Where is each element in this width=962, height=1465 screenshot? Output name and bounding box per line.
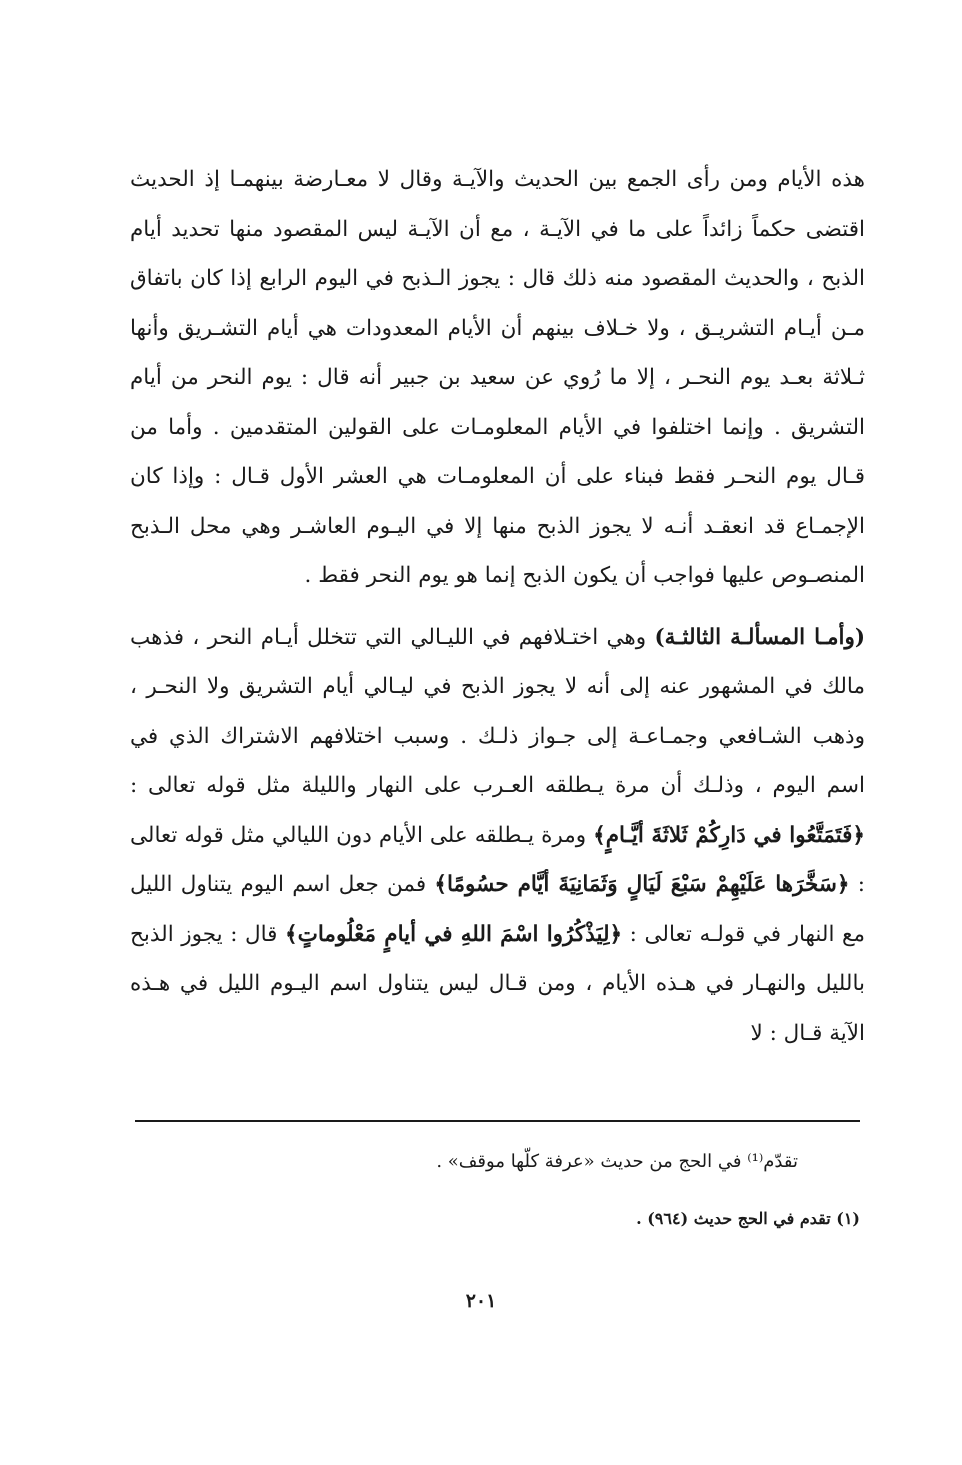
footnote-text-line: تقدّم⁽¹⁾ في الحج من حديث «عرفة كلّها موقف» . — [436, 1151, 798, 1172]
paragraph-1: هذه الأيام ومن رأى الجمع بين الحديث والآيـة وقال لا معـارضة بينهمـا إذ الحديث اقتضى حكماً زائداً على ما في الآيـة ، مع أن الآيـة ليس المقصود منها تحديد أيام الذبح ، والحديث المقصود منه ذلك قال : يجوز الـذبح في اليوم الرابع إذا كان باتفاق مـن أيـام التشريـق ، ولا خـلاف بينهم أن الأيام المعدودات هي أيام التشـريق وأنها ثـلاثة بعـد يوم النحـر ، إلا ما رُوي عن سعيد بن جبير أنه قال : يوم النحر من أيام التشريق . وإنما اختلفوا في الأيام المعلومـات على القولين المتقدمين . وأما من قـال يوم النحـر فقط فبناء على أن المعلومـات هي العشر الأول قـال : وإذا كان الإجمـاع قد انعقـد أنـه لا يجوز الذبح منها إلا في اليـوم العاشـر وهي محل الـذبح المنصـوص عليها فواجب أن يكون الذبح إنما هو يوم النحر فقط . — [130, 167, 865, 588]
quran-verse-3: ﴿لِيَذْكُرُوا اسْمَ اللهِ في أيامٍ مَعْلُوماتٍ﴾ — [285, 921, 623, 947]
paragraph-2-text-d: قال : يجوز الذبح بالليل والنهـار في هـذه الأيام ، ومن قـال ليس يتناول اسم اليـوم الليل في هـذه الآية قـال : لا — [130, 921, 865, 1046]
quran-verse-2: ﴿سَخَّرَها عَلَيْهِمْ سَبْعَ لَيَالٍ وَثَمَانِيَةَ أيَّام حسُومًا﴾ — [434, 872, 850, 897]
paragraph-2-text-a: وهي اختـلافهم في الليـالي التي تتخلل أيـام النحر ، فذهب مالك في المشهور عنه إلى أنه لا يجوز الذبح في ليـالي أيام التشريق ولا النحـر ، وذهب الشـافعي وجمـاعـة إلى جـواز ذلـك . وسبب اختلافهم الاشتراك الذي في اسم اليوم ، وذلـك أن مرة يـطلقه العـرب على النهار والليلة مثل قوله تعالى : — [130, 624, 865, 798]
quran-verse-1: ﴿فَتَمَتَّعُوا في دَارِكُمْ ثَلاثَةَ أيَّـامٍ﴾ — [593, 822, 865, 848]
footnote-reference: (١) تقدم في الحج حديث (٩٦٤) . — [636, 1209, 860, 1228]
paragraph-2 — [130, 613, 865, 1059]
paragraph-2-text-c: فمن جعل اسم اليوم يتناول الليل مع النهار في قولـه تعالى : — [130, 872, 865, 947]
page-number: ٢٠١ — [465, 1290, 497, 1312]
section-heading-third-issue: (وأمـا المسألـة الثالثـة) — [654, 624, 866, 650]
main-text-block — [130, 155, 865, 1058]
footnote-text — [135, 1148, 860, 1176]
paragraph-2-text-b: ومرة يـطلقه على الأيام دون الليالي مثل قوله تعالى : — [130, 822, 865, 897]
footnote-divider — [135, 1120, 860, 1122]
